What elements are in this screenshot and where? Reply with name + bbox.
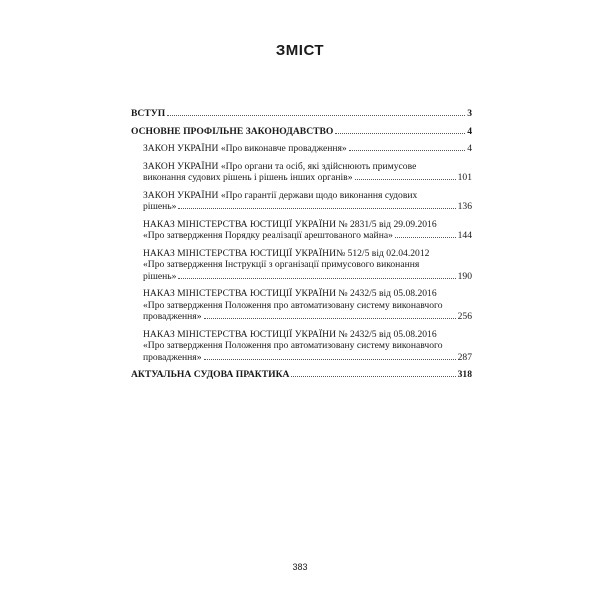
toc-entry-law-state-guarantees[interactable] bbox=[131, 190, 472, 213]
toc-entry-order-2432-a[interactable] bbox=[131, 288, 472, 323]
toc-entry-title-line: ЗАКОН УКРАЇНИ «Про органи та осіб, які здійснюють примусове bbox=[143, 160, 417, 172]
leader-dots bbox=[349, 150, 465, 151]
toc-entry-title: АКТУАЛЬНА СУДОВА ПРАКТИКА bbox=[131, 369, 290, 380]
leader-dots bbox=[335, 133, 465, 134]
toc-entry-intro[interactable] bbox=[131, 108, 472, 120]
toc-page-number: 144 bbox=[457, 230, 472, 241]
toc-entry-title-line: «Про затвердження Положення про автоматизовану систему виконавчого bbox=[143, 340, 443, 351]
toc-entry-order-512[interactable] bbox=[131, 248, 472, 283]
toc-entry-title: ЗАКОН УКРАЇНИ «Про виконавче провадження» bbox=[143, 143, 347, 154]
leader-dots bbox=[178, 208, 455, 209]
leader-dots bbox=[291, 376, 455, 377]
toc-page-number: 136 bbox=[457, 201, 472, 212]
toc-entry-title-line: ЗАКОН УКРАЇНИ «Про гарантії держави щодо виконання судових bbox=[143, 189, 418, 201]
leader-dots bbox=[395, 237, 456, 238]
toc-entry-title-line: провадження» bbox=[143, 351, 202, 363]
toc-entry-law-bodies-persons[interactable] bbox=[131, 161, 472, 184]
toc-entry-title-line: «Про затвердження Інструкції з організації примусового виконання bbox=[143, 259, 420, 270]
toc-page-number: 256 bbox=[457, 311, 472, 322]
table-of-contents bbox=[131, 108, 472, 387]
toc-page-number: 190 bbox=[457, 270, 472, 282]
toc-page-number: 287 bbox=[457, 351, 472, 363]
toc-entry-title-line: рішень» bbox=[143, 270, 177, 282]
toc-entry-title-line: НАКАЗ МІНІСТЕРСТВА ЮСТИЦІЇ УКРАЇНИ№ 512/5 від 02.04.2012 bbox=[143, 247, 430, 259]
leader-dots bbox=[355, 179, 456, 180]
toc-page-number: 101 bbox=[457, 172, 472, 183]
leader-dots bbox=[204, 318, 456, 319]
toc-entry-case-law[interactable] bbox=[131, 369, 472, 381]
toc-entry-order-2831[interactable] bbox=[131, 219, 472, 242]
toc-entry-title-line: провадження» bbox=[143, 311, 202, 322]
leader-dots bbox=[167, 115, 465, 116]
toc-page-number: 3 bbox=[467, 108, 472, 119]
toc-entry-title: ОСНОВНЕ ПРОФІЛЬНЕ ЗАКОНОДАВСТВО bbox=[131, 125, 334, 137]
toc-entry-title-line: НАКАЗ МІНІСТЕРСТВА ЮСТИЦІЇ УКРАЇНИ № 2831/5 від 29.09.2016 bbox=[143, 218, 437, 230]
page-title: ЗМІСТ bbox=[275, 42, 325, 59]
toc-entry-title-line: виконання судових рішень і рішень інших органів» bbox=[143, 172, 353, 183]
toc-page-number: 318 bbox=[457, 369, 472, 380]
toc-page-number: 4 bbox=[467, 125, 472, 137]
toc-entry-legislation[interactable] bbox=[131, 126, 472, 138]
toc-entry-title-line: НАКАЗ МІНІСТЕРСТВА ЮСТИЦІЇ УКРАЇНИ № 2432/5 від 05.08.2016 bbox=[143, 288, 437, 299]
toc-entry-title-line: «Про затвердження Порядку реалізації арештованого майна» bbox=[143, 230, 393, 241]
toc-entry-order-2432-b[interactable] bbox=[131, 329, 472, 364]
toc-entry-title-line: «Про затвердження Положення про автоматизовану систему виконавчого bbox=[143, 299, 443, 311]
leader-dots bbox=[204, 359, 456, 360]
toc-entry-title: ВСТУП bbox=[131, 108, 166, 119]
leader-dots bbox=[178, 278, 455, 279]
toc-entry-title-line: НАКАЗ МІНІСТЕРСТВА ЮСТИЦІЇ УКРАЇНИ № 2432/5 від 05.08.2016 bbox=[143, 328, 437, 340]
toc-entry-law-enforcement-proceedings[interactable] bbox=[131, 143, 472, 155]
toc-page-number: 4 bbox=[467, 143, 472, 154]
page-number: 383 bbox=[292, 562, 308, 572]
toc-entry-title-line: рішень» bbox=[143, 201, 177, 212]
